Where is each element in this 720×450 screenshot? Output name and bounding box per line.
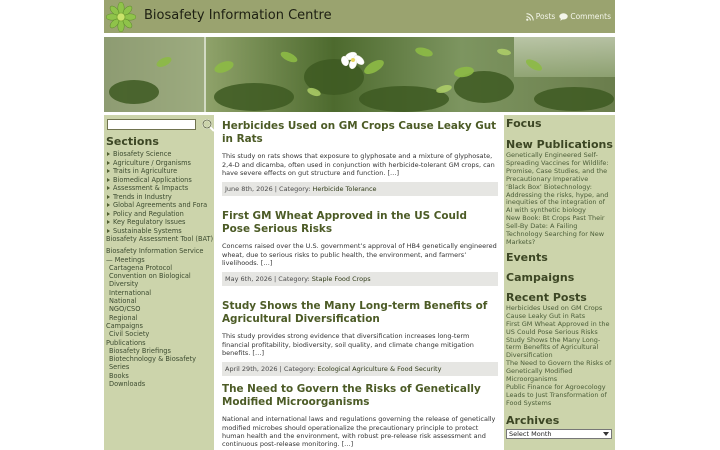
posts-feed-link[interactable] (526, 12, 556, 21)
meeting-link[interactable]: International (109, 288, 152, 297)
triangle-bullet-icon (107, 212, 110, 216)
publication-link[interactable]: Biosafety Briefings (109, 346, 171, 355)
publication-link[interactable]: ‘Black Box’ Biotechnology: Addressing the risks, hype, and inequities of the integration of AI with synthetic biology (506, 182, 609, 215)
post-category-link[interactable]: Staple Food Crops (311, 275, 371, 284)
section-link[interactable]: Sustainable Systems (106, 227, 212, 236)
meeting-link[interactable]: Regional (109, 313, 138, 322)
campaigns-heading: Campaigns (506, 270, 575, 284)
publication-link[interactable]: New Book: Bt Crops Past Their Sell-By Date: A Failing Technology Searching for New Markets? (506, 214, 605, 246)
section-link[interactable]: Assessment & Impacts (106, 184, 212, 193)
posts-feed-label: Posts (535, 12, 556, 21)
right-sidebar (504, 115, 615, 450)
triangle-bullet-icon (107, 220, 110, 224)
meeting-link[interactable]: Convention on Biological Diversity (109, 272, 191, 289)
post-meta (222, 362, 498, 376)
recent-post-link[interactable]: The Need to Govern the Risks of Genetically Modified Microorganisms (506, 359, 612, 384)
post-entry (222, 383, 498, 448)
comment-bubble-icon (559, 13, 568, 21)
section-link[interactable]: Policy and Regulation (106, 210, 212, 219)
search-icon[interactable] (201, 118, 214, 132)
left-sidebar (104, 115, 214, 450)
post-entry (222, 120, 498, 196)
page (104, 0, 615, 450)
category-prefix: | Category: (271, 275, 312, 284)
post-date: June 8th, 2026 (225, 185, 273, 194)
triangle-bullet-icon (107, 195, 110, 199)
comments-feed-label: Comments (570, 12, 611, 21)
publication-link[interactable]: Downloads (109, 380, 146, 389)
triangle-bullet-icon (107, 186, 110, 190)
sections-heading: Sections (106, 135, 159, 148)
feed-links (526, 12, 611, 21)
publication-link[interactable]: Biotechnology & Biosafety Series (109, 355, 197, 372)
triangle-bullet-icon (107, 152, 110, 156)
section-link[interactable]: Traits in Agriculture (106, 167, 212, 176)
recent-post-link[interactable]: Public Finance for Agroecology Leads to Just Transformation of Food Systems (506, 382, 607, 407)
section-link[interactable]: Global Agreements and Fora (106, 201, 212, 210)
meeting-link[interactable]: NGO/CSO (109, 305, 141, 314)
recent-post-link[interactable]: Herbicides Used on GM Crops Cause Leaky Gut in Rats (506, 303, 603, 320)
post-category-link[interactable]: Ecological Agriculture & Food Security (317, 365, 442, 374)
triangle-bullet-icon (107, 178, 110, 182)
post-title-link[interactable]: The Need to Govern the Risks of Genetically Modified Microorganisms (222, 383, 481, 409)
post-category-link[interactable]: Herbicide Tolerance (312, 185, 377, 194)
archives-select-value: Select Month (509, 429, 552, 438)
campaigns-link[interactable]: Campaigns (106, 321, 143, 330)
publication-link[interactable]: Genetically Engineered Self-Spreading Vaccines for Wildlife: Promise, Case Studies, and the Precautionary Imperative (506, 151, 609, 183)
post-excerpt: National and international laws and regulations governing the release of genetically modified microbes should operationalize the precautionary principle to protect human health and the environment, with robust pre-release risk assessment and continuous post-release monitoring. […] (222, 415, 496, 449)
triangle-bullet-icon (107, 161, 110, 165)
post-meta (222, 182, 498, 196)
triangle-bullet-icon (107, 169, 110, 173)
flower-logo-icon[interactable] (106, 2, 136, 32)
post-title-link[interactable]: Herbicides Used on GM Crops Cause Leaky Gut in Rats (222, 120, 497, 146)
publications-link[interactable]: Publications (106, 338, 146, 347)
events-heading: Events (506, 250, 548, 264)
section-link[interactable]: Biomedical Applications (106, 176, 212, 185)
biosafety-assessment-tool-link[interactable]: Biosafety Assessment Tool (BAT) (106, 235, 214, 243)
post-date: April 29th, 2026 (225, 365, 278, 374)
search-row (106, 118, 212, 134)
publication-link[interactable]: Books (109, 371, 129, 380)
section-link[interactable]: Biosafety Science (106, 150, 212, 159)
archives-heading: Archives (506, 413, 560, 427)
new-publications-heading: New Publications (506, 138, 613, 151)
post-title-link[interactable]: First GM Wheat Approved in the US Could Pose Serious Risks (222, 210, 467, 236)
post-title-link[interactable]: Study Shows the Many Long-term Benefits of Agricultural Diversification (222, 300, 488, 326)
focus-heading: Focus (506, 117, 542, 130)
meeting-link[interactable]: Cartagena Protocol (109, 263, 173, 272)
triangle-bullet-icon (107, 203, 110, 207)
post-entry (222, 300, 498, 376)
comments-feed-link[interactable] (559, 12, 611, 21)
header-banner-image (104, 37, 615, 112)
recent-post-link[interactable]: First GM Wheat Approved in the US Could Pose Serious Risks (506, 319, 610, 336)
archives-select[interactable] (506, 429, 612, 439)
meeting-link[interactable]: National (109, 297, 137, 306)
campaign-link[interactable]: Civil Society (109, 330, 150, 339)
post-excerpt: This study provides strong evidence that diversification increases long-term financial profitability, biodiversity, soil quality, and climate change mitigation benefits. […] (222, 332, 474, 357)
post-excerpt: This study on rats shows that exposure to glyphosate and a mixture of glyphosate, 2,4-D and dicamba, often used in conjunction with herbicide-tolerant GM crops, can have severe effects on gut structure and function. […] (222, 152, 495, 177)
rss-icon (526, 13, 534, 21)
section-link[interactable]: Agriculture / Organisms (106, 159, 212, 168)
sections-list (106, 150, 212, 235)
chevron-down-icon (603, 432, 609, 436)
category-prefix: | Category: (277, 365, 318, 374)
recent-post-link[interactable]: Study Shows the Many Long-term Benefits of Agricultural Diversification (506, 335, 601, 360)
post-entry (222, 210, 498, 286)
recent-posts-heading: Recent Posts (506, 290, 587, 304)
site-title[interactable]: Biosafety Information Centre (144, 8, 332, 23)
section-link[interactable]: Key Regulatory Issues (106, 218, 212, 227)
post-meta (222, 272, 498, 286)
post-date: May 6th, 2026 (225, 275, 272, 284)
post-excerpt: Concerns raised over the U.S. government’s approval of HB4 genetically engineered wheat, due to serious risks to public health, the environment, and farmers’ livelihoods. […] (222, 242, 497, 267)
information-service-meetings-link[interactable]: Biosafety Information Service — Meetings (106, 247, 204, 264)
main-content (222, 115, 500, 450)
triangle-bullet-icon (107, 229, 110, 233)
search-input[interactable] (107, 119, 196, 130)
category-prefix: | Category: (272, 185, 313, 194)
section-link[interactable]: Trends in Industry (106, 193, 212, 202)
site-header (104, 0, 615, 33)
